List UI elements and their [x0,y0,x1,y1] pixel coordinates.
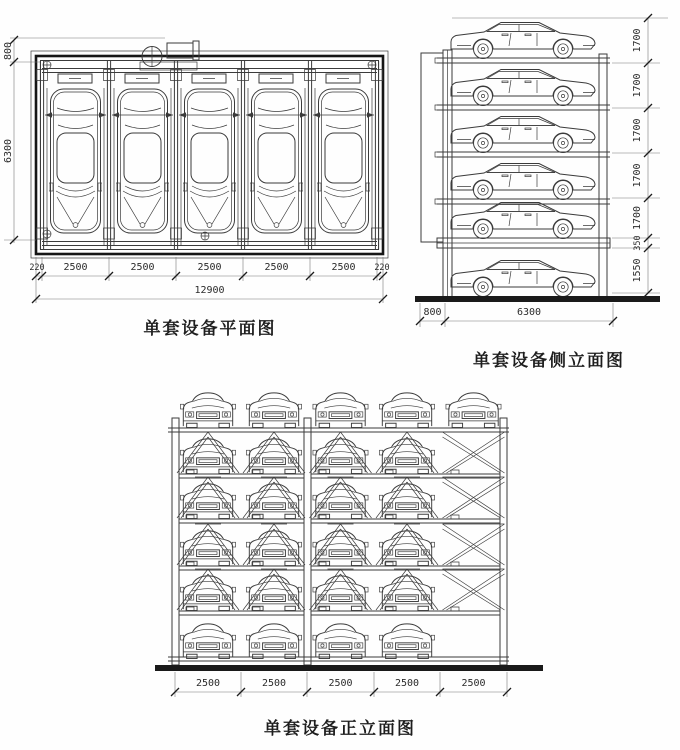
x-brace-icon [443,524,505,565]
dim-label: 12900 [194,285,225,296]
front-view-title: 单套设备正立面图 [264,719,416,739]
dim-label: 1700 [632,205,643,231]
plan-bottom-dimensions [29,257,389,303]
car-front-icon [379,484,434,519]
dim-label: 1700 [632,163,643,188]
dim-label: 2500 [328,678,353,689]
dim-label: 1700 [632,118,643,143]
dim-label: 1550 [632,258,643,283]
car-side-icon [451,70,595,106]
car-front-icon [379,624,434,659]
side-elevation-view [415,14,668,371]
ground-line [155,665,543,671]
car-top-icon [49,89,102,233]
dim-label: 800 [423,307,442,318]
dim-label: 220 [29,263,45,273]
car-front-icon [379,576,434,611]
car-front-icon [180,484,235,519]
plan-cars [49,89,370,233]
car-front-icon [246,484,301,519]
car-front-icon [246,439,301,474]
car-front-icon [313,576,368,611]
dim-label: 350 [633,235,643,251]
car-front-icon [246,393,301,428]
car-front-icon [180,531,235,566]
car-front-icon [313,484,368,519]
car-front-icon [379,393,434,428]
dim-label: 1700 [632,73,643,98]
car-front-icon [180,624,235,659]
car-front-icon [313,439,368,474]
dim-label: 2500 [331,262,356,273]
car-front-icon [246,531,301,566]
car-front-icon [379,531,434,566]
car-front-icon [180,393,235,428]
car-side-icon [451,117,595,153]
car-top-icon [250,89,303,233]
car-front-icon [180,576,235,611]
car-front-icon [313,393,368,428]
pulley-symbols [43,61,376,240]
car-top-icon [116,89,169,233]
ground-line [415,296,660,302]
car-top-icon [317,89,370,233]
dim-label: 2500 [394,678,420,689]
plan-left-dimensions [3,36,165,244]
car-top-icon [183,89,236,233]
dim-label: 220 [374,263,390,273]
car-side-icon [451,23,595,59]
dim-label: 2500 [130,262,155,273]
car-front-icon [180,439,235,474]
plan-frame [31,51,388,258]
car-front-icon [246,576,301,611]
dim-label: 2500 [195,678,221,689]
side-bottom-dimensions [416,303,617,327]
x-brace-icon [443,477,505,518]
dim-label: 2500 [261,678,287,689]
dim-label: 6300 [516,307,542,318]
slot-width-arrows [45,112,374,117]
car-side-icon [451,261,595,297]
dim-label: 2500 [63,262,88,273]
dim-label: 2500 [197,262,222,273]
side-cars [451,23,595,297]
car-side-icon [451,203,595,239]
side-view-title: 单套设备侧立面图 [473,351,625,371]
dim-label: 800 [3,41,14,61]
car-front-icon [313,531,368,566]
car-front-icon [379,439,434,474]
dim-label: 6300 [3,138,14,164]
dim-label: 2500 [461,678,486,689]
front-elevation-view [155,393,543,739]
side-structure [421,50,610,297]
car-front-icon [313,624,368,659]
x-brace-icon [443,569,505,610]
x-brace-icon [443,432,505,473]
car-front-icon [446,393,501,428]
car-front-icon [246,624,301,659]
plan-view-title: 单套设备平面图 [143,319,277,339]
car-side-icon [451,164,595,200]
dim-label: 2500 [264,262,289,273]
front-bottom-dimensions [171,672,511,697]
dim-label: 1700 [632,28,643,53]
side-right-dimensions [612,14,660,297]
front-structure [168,418,509,665]
plan-view [3,36,390,339]
